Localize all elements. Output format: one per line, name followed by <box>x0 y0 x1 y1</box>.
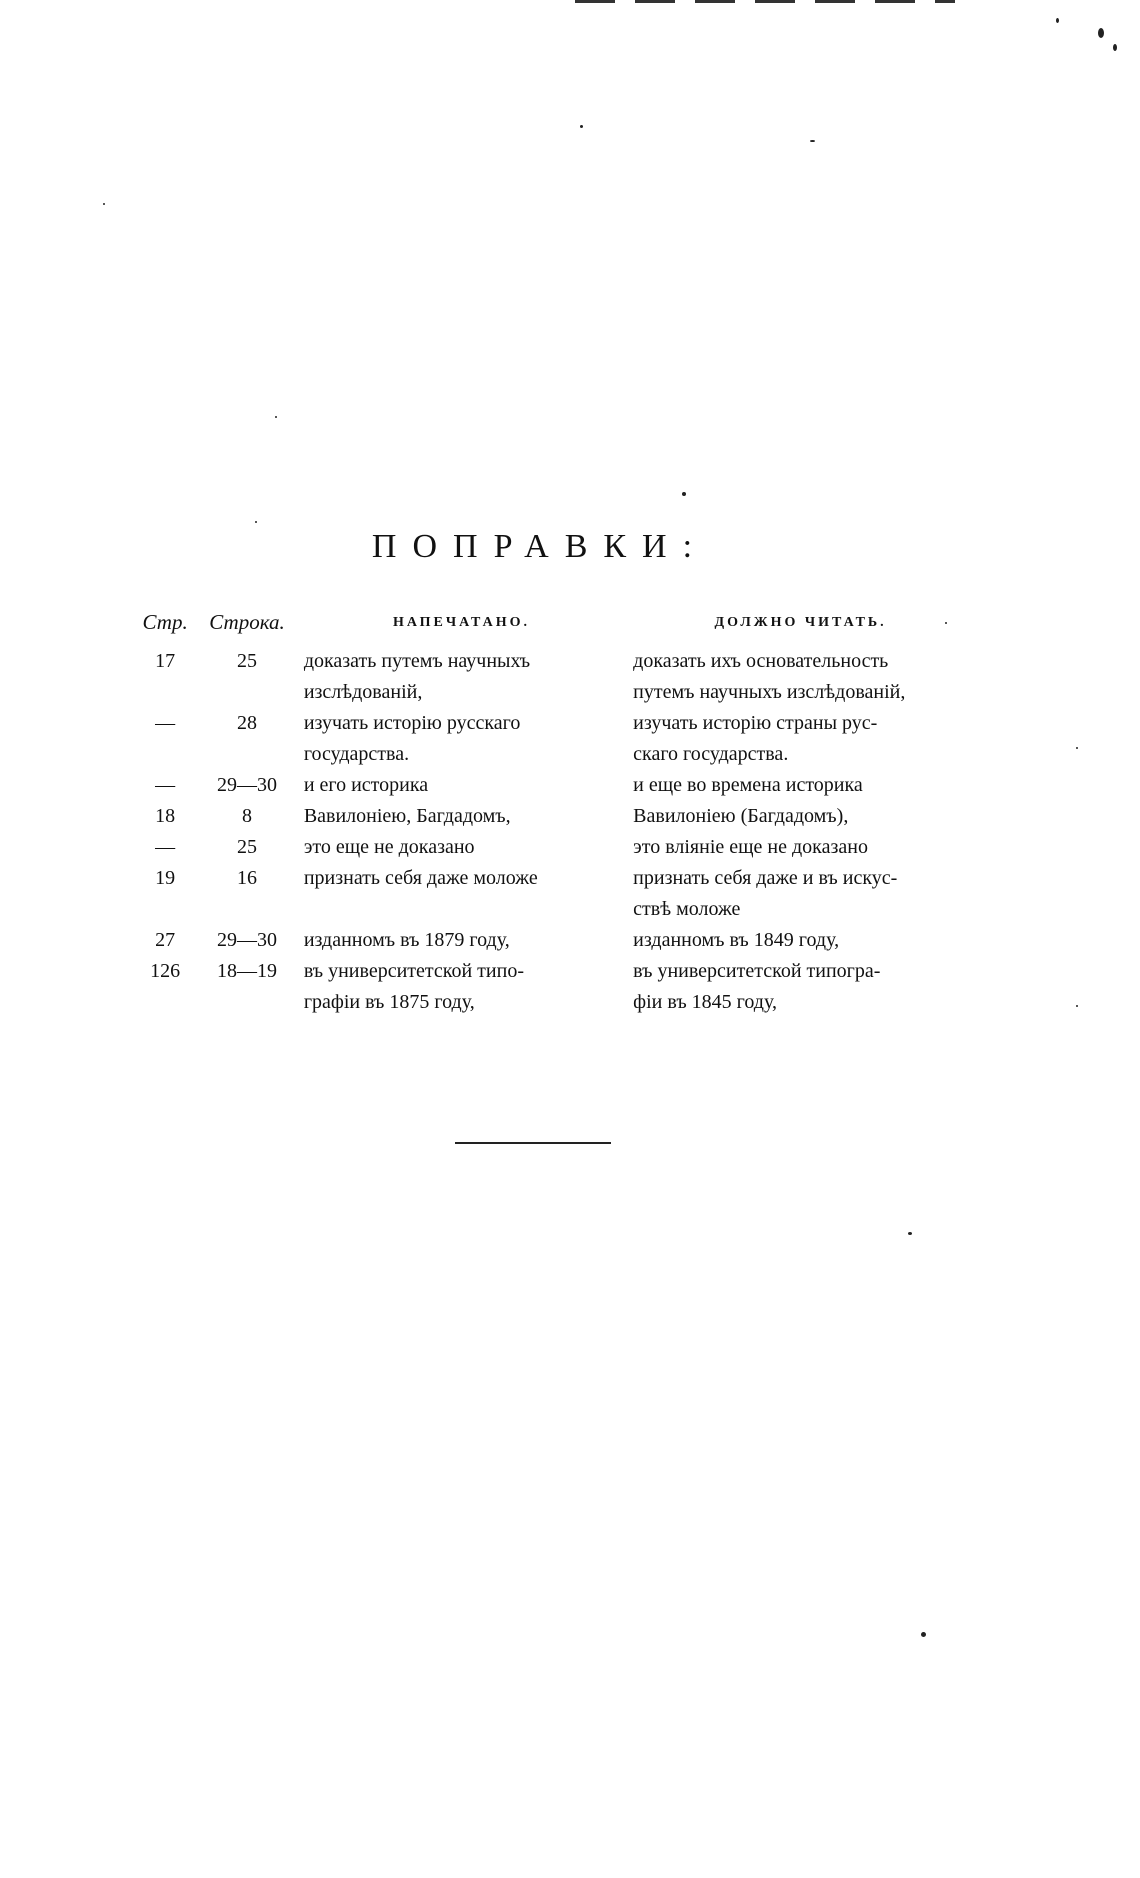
errata-row <box>128 925 968 956</box>
row-correct: изданномъ въ 1849 году, <box>633 929 840 951</box>
scan-speck <box>908 1232 912 1235</box>
errata-row <box>128 770 968 801</box>
scan-speck <box>1098 28 1104 38</box>
scan-edge-marks <box>575 0 955 3</box>
scan-speck <box>1113 44 1117 51</box>
row-page: — <box>155 712 176 734</box>
errata-row <box>128 832 968 863</box>
errata-table <box>128 607 968 1018</box>
row-printed: признать себя даже моложе <box>303 867 538 889</box>
scan-speck <box>103 203 105 205</box>
row-page: 17 <box>155 650 176 672</box>
row-line: 25 <box>237 650 257 672</box>
scan-speck <box>580 125 583 128</box>
row-correct: Вавилоніею (Багдадомъ), <box>633 805 849 827</box>
scan-speck <box>275 416 277 418</box>
page-title: ПОПРАВКИ: <box>371 528 709 565</box>
row-printed: Вавилоніею, Багдадомъ, <box>303 805 511 827</box>
scan-speck <box>1076 747 1078 749</box>
row-line: 28 <box>237 712 257 734</box>
row-line: 18—19 <box>217 960 277 982</box>
errata-row <box>128 646 968 708</box>
scan-speck <box>682 492 686 496</box>
section-rule <box>455 1142 611 1144</box>
scan-speck <box>255 521 257 523</box>
header-line: Строка. <box>209 610 285 634</box>
row-line: 16 <box>237 867 257 889</box>
row-correct: признать себя даже и въ искус- ствѣ моложе <box>633 867 898 920</box>
row-printed: и его историка <box>303 774 429 796</box>
row-line: 8 <box>242 805 252 827</box>
row-correct: въ университетской типогра- фіи въ 1845 году, <box>633 960 881 1013</box>
row-page: — <box>155 836 176 858</box>
errata-row <box>128 801 968 832</box>
scan-speck <box>1056 18 1059 23</box>
row-line: 25 <box>237 836 257 858</box>
row-printed: это еще не доказано <box>303 836 475 858</box>
row-correct: и еще во времена историка <box>633 774 863 796</box>
scan-speck <box>810 140 815 142</box>
row-correct: доказать ихъ основательность путемъ научныхъ изслѣдованій, <box>633 650 906 703</box>
row-page: 126 <box>150 960 181 982</box>
row-printed: въ университетской типо- графіи въ 1875 году, <box>303 960 524 1013</box>
header-printed: НАПЕЧАТАНО. <box>392 615 531 630</box>
row-correct: изучать исторію страны рус- скаго государства. <box>633 712 878 765</box>
row-line: 29—30 <box>217 774 277 796</box>
row-printed: изданномъ въ 1879 году, <box>303 929 510 951</box>
errata-row <box>128 956 968 1018</box>
header-page: Стр. <box>142 610 188 634</box>
row-printed: изучать исторію русскаго государства. <box>303 712 521 765</box>
row-line: 29—30 <box>217 929 277 951</box>
row-printed: доказать путемъ научныхъ изслѣдованій, <box>303 650 531 703</box>
row-page: 19 <box>155 867 176 889</box>
scan-speck <box>921 1632 926 1637</box>
errata-header-row <box>128 607 968 646</box>
errata-row <box>128 708 968 770</box>
scan-speck <box>945 622 947 624</box>
errata-row <box>128 863 968 925</box>
row-page: — <box>155 774 176 796</box>
header-correct: ДОЛЖНО ЧИТАТЬ. <box>714 615 887 630</box>
row-page: 18 <box>155 805 176 827</box>
scan-speck <box>1076 1005 1078 1007</box>
row-page: 27 <box>155 929 176 951</box>
row-correct: это вліяніе еще не доказано <box>633 836 868 858</box>
